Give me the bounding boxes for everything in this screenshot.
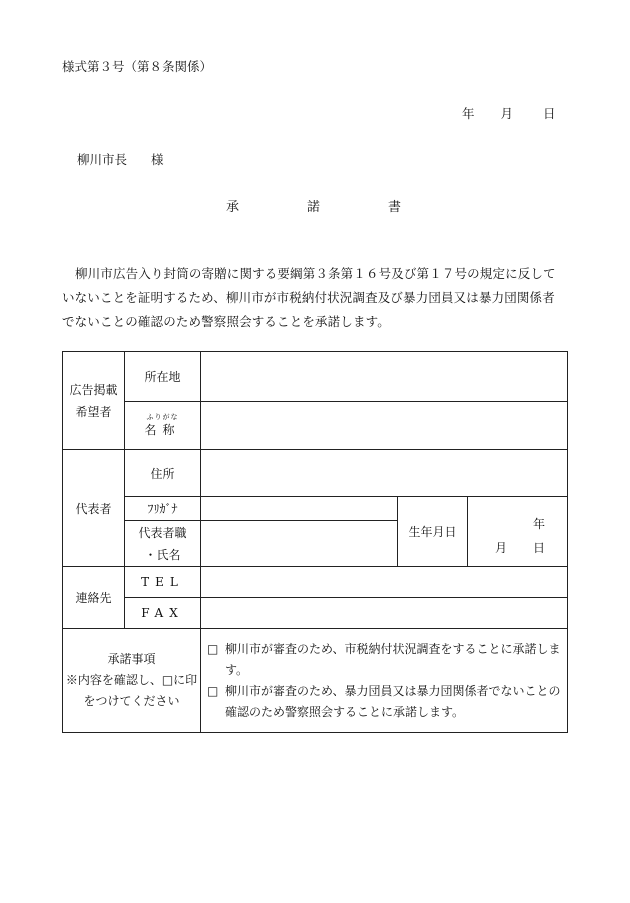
representative-furigana-label: ﾌﾘｶﾞﾅ [125, 497, 201, 521]
tel-field[interactable] [201, 567, 568, 598]
document-title [226, 196, 401, 215]
applicant-label-line1: 広告掲載 [69, 382, 118, 397]
date-month-label: 月 [500, 106, 514, 121]
tel-label: TEL [125, 567, 201, 598]
representative-label: 代表者 [63, 450, 125, 567]
consent-label-line1: 承諾事項 [107, 652, 156, 666]
title-char-1: 承 [226, 200, 240, 215]
title-char-3: 書 [388, 200, 402, 215]
consent-form-table [62, 351, 568, 733]
consent-checkbox-police[interactable]: □ [207, 683, 219, 698]
form-number: 様式第３号（第８条関係） [62, 59, 213, 74]
representative-address-label: 住所 [125, 450, 201, 497]
consent-statement: 柳川市広告入り封筒の寄贈に関する要綱第３条第１６号及び第１７号の規定に反していないことを証明するため、柳川市が市税納付状況調査及び暴力団員又は暴力団関係者でないことの確認のため警察照会することを承諾します。 [62, 266, 556, 329]
applicant-address-field[interactable] [201, 352, 568, 402]
dob-year-label: 年 [533, 517, 546, 531]
applicant-address-label: 所在地 [125, 352, 201, 402]
consent-items-label [63, 629, 201, 733]
consent-items-cell [201, 629, 568, 733]
applicant-name-label [125, 402, 201, 450]
applicant-name-ruby: ふりがな [146, 413, 179, 421]
consent-label-line3: をつけてください [83, 694, 180, 708]
applicant-label-line2: 希望者 [75, 404, 112, 419]
consent-item-police-text: 柳川市が審査のため、暴力団員又は暴力団関係者でないことの確認のため警察照会することに承諾します。 [225, 683, 561, 719]
date-day-label: 日 [543, 106, 556, 121]
fax-field[interactable] [201, 598, 568, 629]
applicant-name-text: 名称 [144, 423, 181, 437]
representative-title-name-label [125, 521, 201, 567]
addressee-honorific: 様 [151, 152, 164, 167]
date-line [462, 104, 556, 122]
dob-month-label: 月 [494, 541, 507, 555]
consent-checkbox-tax[interactable]: □ [207, 641, 219, 656]
date-year-label: 年 [462, 106, 475, 121]
addressee [77, 150, 164, 168]
consent-item-police [201, 681, 561, 723]
representative-address-field[interactable] [201, 450, 568, 497]
consent-item-tax [201, 639, 561, 681]
dob-label: 生年月日 [398, 497, 468, 567]
representative-title-name-field[interactable] [201, 521, 398, 567]
applicant-label [63, 352, 125, 450]
fax-label: FAX [125, 598, 201, 629]
addressee-name: 柳川市長 [77, 152, 128, 167]
consent-item-tax-text: 柳川市が審査のため、市税納付状況調査をすることに承諾します。 [225, 641, 561, 677]
dob-field[interactable] [468, 497, 568, 567]
representative-title-name-line1: 代表者職 [138, 525, 187, 540]
representative-title-name-line2: ・氏名 [144, 547, 181, 562]
contact-label: 連絡先 [63, 567, 125, 629]
consent-label-line2: ※内容を確認し、□に印 [65, 673, 198, 687]
dob-month-day [495, 539, 545, 556]
representative-furigana-field[interactable] [201, 497, 398, 521]
title-char-2: 諾 [307, 200, 321, 215]
applicant-name-field[interactable] [201, 402, 568, 450]
dob-day-label: 日 [533, 541, 546, 555]
